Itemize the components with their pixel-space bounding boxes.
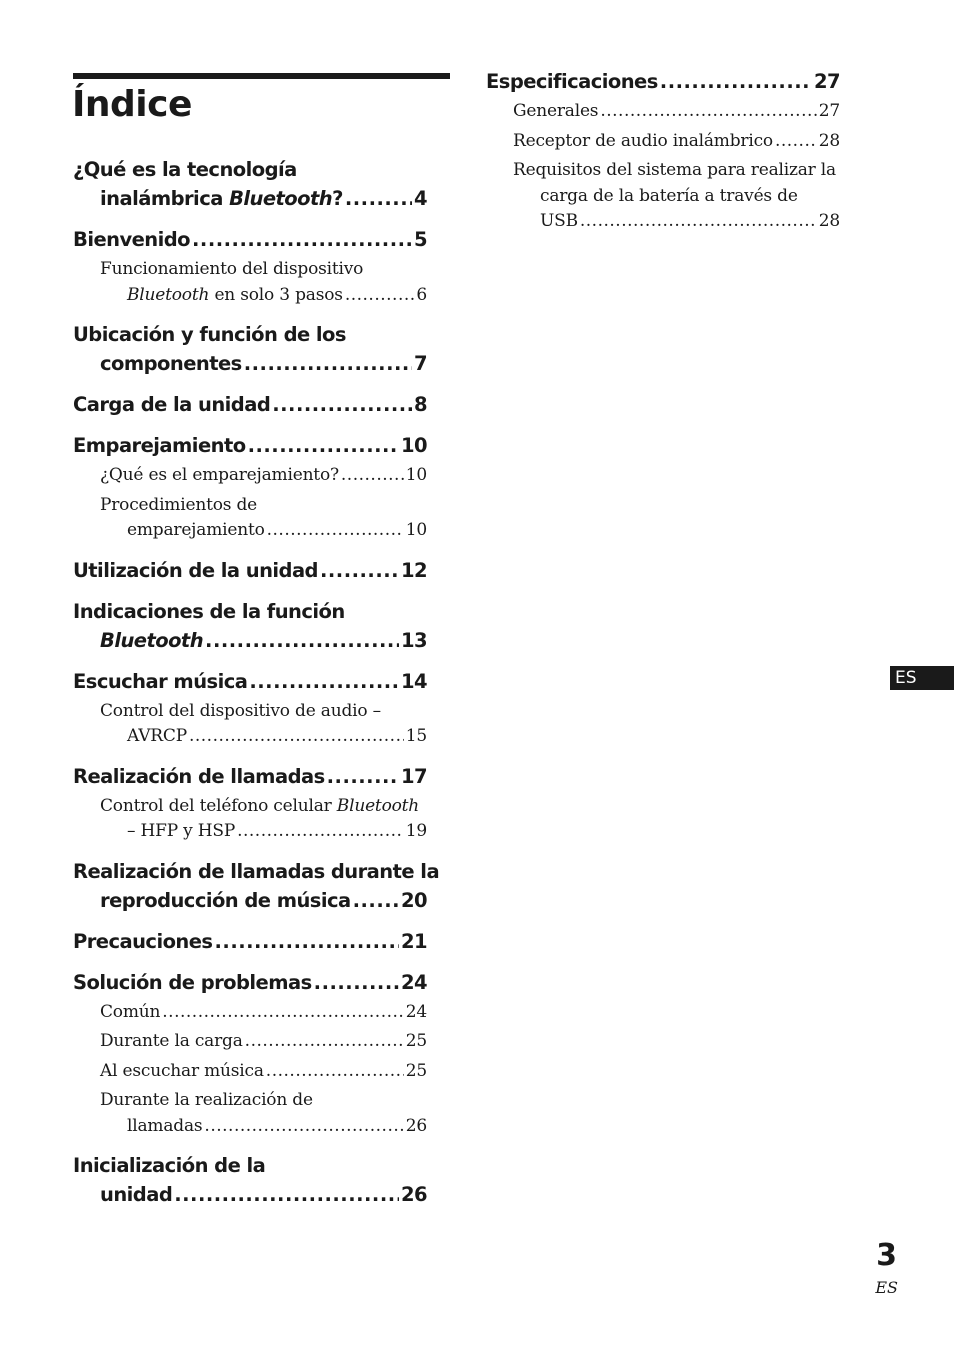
toc-page-number: 10	[405, 465, 427, 485]
dot-leader	[660, 67, 812, 96]
toc-page-number: 6	[416, 284, 427, 305]
toc-page-number: 24	[405, 1001, 427, 1022]
toc-subentry-procedimientos[interactable]	[73, 493, 427, 544]
toc-entry-inicializacion[interactable]	[73, 1151, 427, 1209]
toc-entry-escuchar-musica[interactable]	[73, 667, 427, 750]
dot-leader	[775, 129, 817, 155]
toc-page-number: 20	[400, 888, 427, 912]
toc-subentry-label: Común	[100, 1001, 161, 1022]
toc-entry-label: Escuchar música	[73, 669, 248, 693]
toc-subentry-label: Durante la realización de	[100, 1090, 313, 1110]
toc-subentry-label: carga de la batería a través de	[540, 185, 798, 206]
toc-subentry-label: USB	[540, 211, 578, 231]
dot-leader	[174, 1180, 399, 1209]
toc-entry-label: Utilización de la unidad	[73, 558, 318, 582]
page-language: ES	[875, 1278, 898, 1297]
toc-page-number: 25	[405, 1031, 427, 1051]
toc-page-number: 10	[400, 434, 427, 457]
toc-page-number: 15	[405, 726, 427, 746]
toc-subentry-label: Funcionamiento del dispositivo	[100, 259, 364, 279]
toc-page-number: 4	[413, 187, 427, 210]
title-rule	[73, 73, 450, 79]
toc-page-number: 26	[405, 1115, 427, 1136]
toc-subentry-durante-llamadas[interactable]	[73, 1088, 427, 1139]
toc-subentry-label: – HFP y HSP	[127, 821, 236, 841]
toc-subentry-comun[interactable]	[73, 1000, 427, 1026]
dot-leader	[244, 349, 412, 378]
dot-leader	[320, 556, 399, 585]
dot-leader	[162, 1000, 404, 1026]
toc-entry-label: Realización de llamadas	[73, 764, 325, 788]
toc-subentry-funcionamiento[interactable]	[73, 257, 427, 308]
toc-subentry-label: Control del teléfono celular Bluetooth	[100, 795, 420, 816]
dot-leader	[205, 626, 399, 655]
dot-leader	[249, 667, 399, 696]
toc-subentry-label: Receptor de audio inalámbrico	[513, 130, 773, 151]
dot-leader	[267, 518, 404, 544]
page-number: 3	[876, 1238, 897, 1273]
toc-entry-label: componentes	[100, 352, 242, 375]
dot-leader	[245, 1029, 404, 1055]
toc-page-number: 21	[400, 929, 427, 953]
toc-entry-label: Indicaciones de la función	[73, 599, 345, 623]
dot-leader	[272, 390, 412, 419]
toc-page-number: 17	[400, 764, 427, 788]
toc-entry-label: Solución de problemas	[73, 970, 312, 994]
dot-leader	[314, 968, 399, 997]
toc-subentry-label: Bluetooth en solo 3 pasos	[127, 284, 343, 305]
toc-entry-especificaciones[interactable]	[486, 67, 840, 235]
dot-leader	[327, 762, 399, 791]
toc-entry-bluetooth-tech[interactable]	[73, 155, 427, 213]
toc-entry-label: Carga de la unidad	[73, 393, 271, 416]
dot-leader	[189, 724, 404, 750]
dot-leader	[353, 886, 399, 915]
toc-subentry-que-es-emparejamiento[interactable]	[73, 463, 427, 489]
toc-entry-utilizacion[interactable]	[73, 556, 427, 585]
toc-page-number: 25	[405, 1060, 427, 1081]
toc-page-number: 5	[413, 228, 427, 251]
dot-leader	[345, 283, 415, 309]
toc-entry-ubicacion[interactable]	[73, 320, 427, 378]
toc-entry-label: Especificaciones	[486, 70, 658, 93]
toc-subentry-label: Procedimientos de	[100, 494, 258, 515]
toc-entry-label: Realización de llamadas durante la	[73, 859, 440, 883]
toc-subentry-requisitos[interactable]	[486, 158, 840, 235]
dot-leader	[345, 184, 412, 213]
dot-leader	[192, 225, 412, 254]
toc-entry-solucion-problemas[interactable]	[73, 968, 427, 1140]
dot-leader	[341, 463, 404, 489]
toc-entry-label: Emparejamiento	[73, 434, 246, 457]
toc-page-number: 24	[400, 970, 427, 994]
toc-subentry-label: Requisitos del sistema para realizar la	[513, 160, 836, 180]
toc-entry-emparejamiento[interactable]	[73, 431, 427, 544]
toc-subentry-durante-carga[interactable]	[73, 1029, 427, 1055]
page-title: Índice	[72, 84, 192, 125]
toc-entry-label: inalámbrica Bluetooth?	[100, 187, 343, 210]
toc-subentry-label: Generales	[513, 101, 599, 121]
toc-page-number: 19	[405, 821, 427, 841]
toc-subentry-avrcp[interactable]	[73, 699, 427, 750]
dot-leader	[237, 819, 404, 845]
toc-subentry-hfp-hsp[interactable]	[73, 794, 427, 845]
toc-subentry-label: Control del dispositivo de audio –	[100, 700, 381, 721]
dot-leader	[580, 209, 817, 235]
dot-leader	[204, 1114, 403, 1140]
toc-left-column	[73, 155, 440, 1221]
toc-entry-carga[interactable]	[73, 390, 427, 419]
toc-page-number: 12	[400, 558, 427, 582]
toc-entry-label: Bluetooth	[100, 628, 204, 652]
dot-leader	[248, 431, 399, 460]
toc-entry-label: reproducción de música	[100, 888, 351, 912]
toc-page-number: 13	[400, 628, 427, 652]
toc-page-number: 27	[813, 70, 840, 93]
toc-subentry-label: AVRCP	[127, 726, 187, 746]
dot-leader	[266, 1059, 404, 1085]
toc-entry-indicaciones[interactable]	[73, 597, 427, 655]
toc-page-number: 28	[818, 211, 840, 231]
toc-entry-label: Inicialización de la	[73, 1154, 266, 1177]
toc-subentry-label: emparejamiento	[127, 520, 265, 540]
toc-page-number: 8	[413, 393, 427, 416]
toc-entry-bienvenido[interactable]	[73, 225, 427, 308]
toc-entry-label: ¿Qué es la tecnología	[73, 158, 297, 181]
toc-subentry-label: llamadas	[127, 1115, 203, 1136]
toc-page-number: 26	[400, 1183, 427, 1206]
toc-entry-label: Ubicación y función de los	[73, 323, 346, 346]
toc-entry-label: unidad	[100, 1183, 173, 1206]
dot-leader	[600, 99, 816, 125]
toc-page-number: 10	[405, 520, 427, 540]
toc-subentry-receptor[interactable]	[486, 129, 840, 155]
toc-entry-label: Precauciones	[73, 929, 213, 953]
toc-subentry-label: Durante la carga	[100, 1031, 243, 1051]
toc-subentry-label: Al escuchar música	[100, 1060, 264, 1081]
toc-page-number: 7	[413, 352, 427, 375]
toc-entry-precauciones[interactable]	[73, 927, 427, 956]
language-tab: ES	[890, 666, 954, 690]
toc-page-number: 27	[818, 101, 840, 121]
toc-entry-llamadas-musica[interactable]	[73, 857, 440, 915]
toc-subentry-al-escuchar[interactable]	[73, 1059, 427, 1085]
dot-leader	[215, 927, 399, 956]
toc-page-number: 28	[818, 130, 840, 151]
toc-right-column	[486, 67, 840, 247]
toc-entry-llamadas[interactable]	[73, 762, 427, 845]
toc-subentry-generales[interactable]	[486, 99, 840, 125]
toc-subentry-label: ¿Qué es el emparejamiento?	[100, 465, 339, 485]
toc-page-number: 14	[400, 669, 427, 693]
toc-entry-label: Bienvenido	[73, 228, 191, 251]
